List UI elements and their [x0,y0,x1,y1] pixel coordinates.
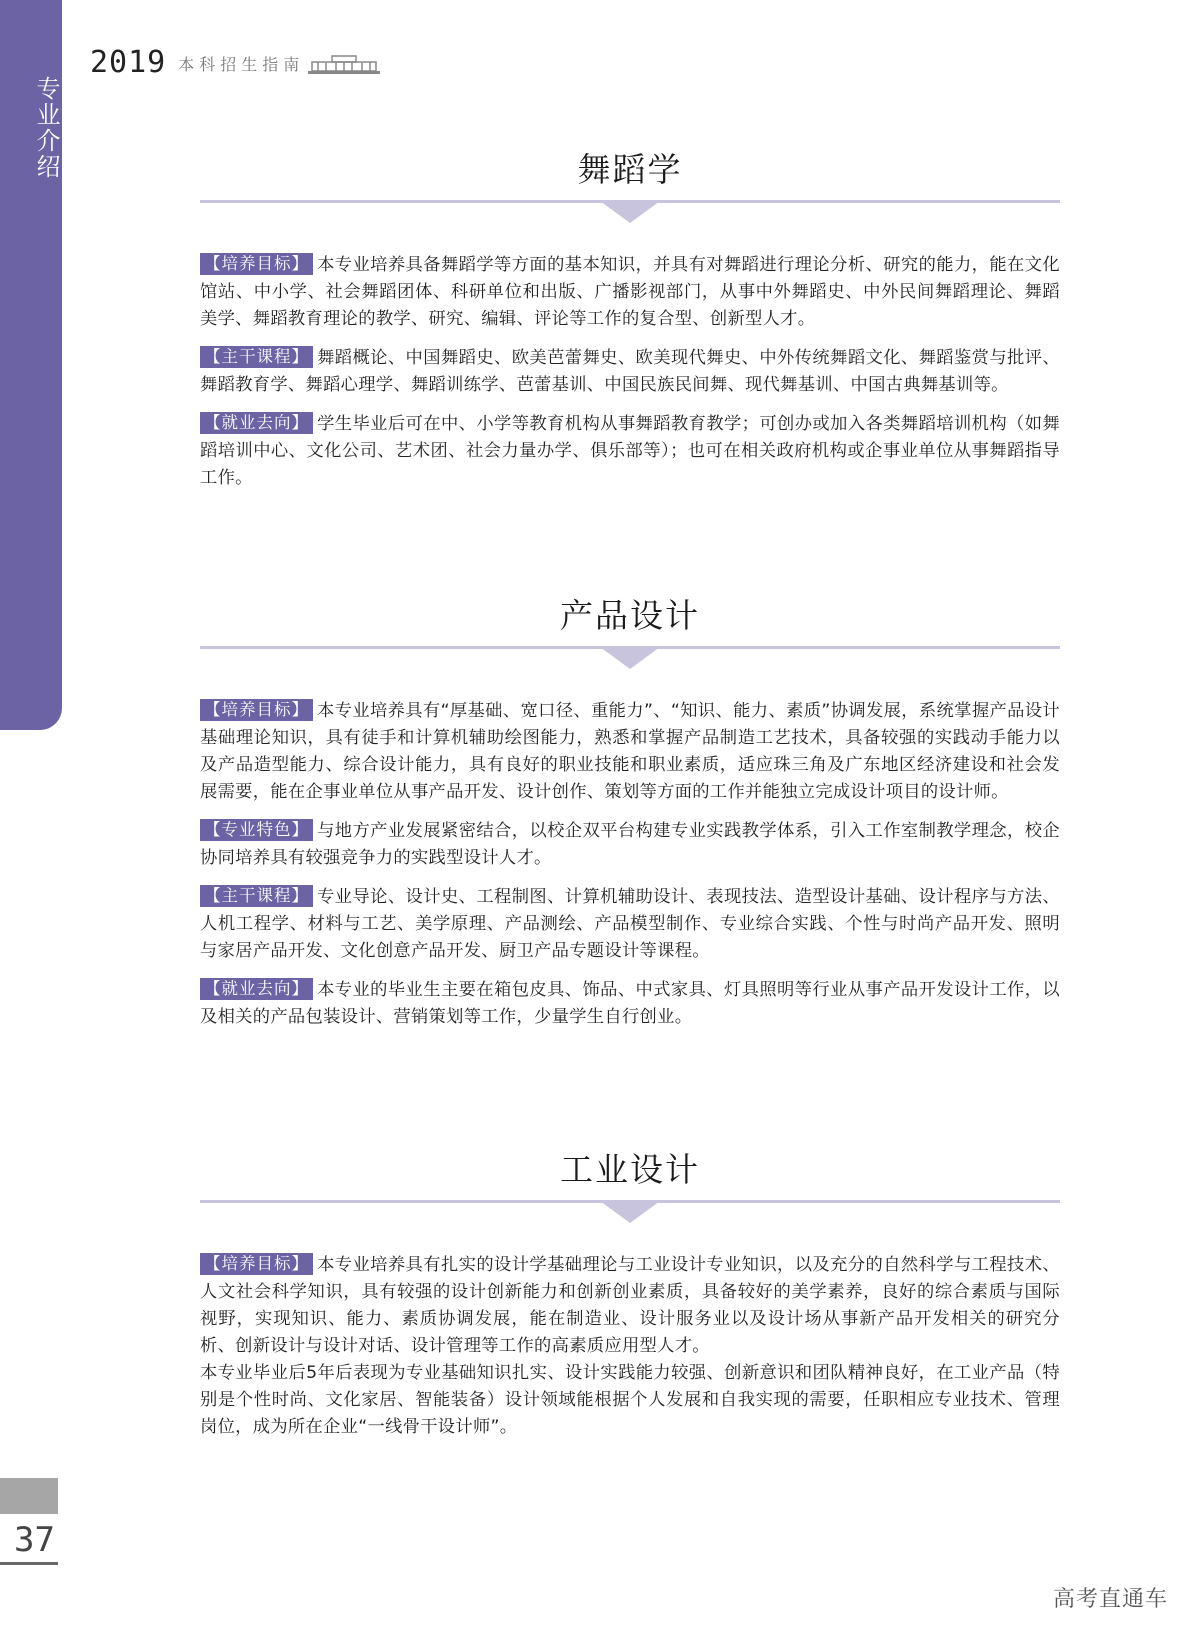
section-paragraph: 【专业特色】 与地方产业发展紧密结合，以校企双平台构建专业实践教学体系，引入工作室制教学理念，校企协同培养具有较强竞争力的实践型设计人才。 [200,820,1060,868]
section-tag: 【就业去向】 [200,412,313,434]
section-paragraph: 【主干课程】 专业导论、设计史、工程制图、计算机辅助设计、表现技法、造型设计基础、设计程序与方法、人机工程学、材料与工艺、美学原理、产品测绘、产品模型制作、专业综合实践、个性与时尚产品开发、照明与家居产品开发、文化创意产品开发、厨卫产品专题设计等课程。 [200,886,1060,961]
section-divider [200,200,1060,234]
building-icon [308,52,380,74]
section-tag: 【主干课程】 [200,346,313,368]
section-tag: 【培养目标】 [200,1253,313,1275]
section-title: 舞蹈学 [577,150,683,189]
header-subtitle: 本科招生指南 [178,55,305,74]
section-paragraph: 【培养目标】 本专业培养具有扎实的设计学基础理论与工业设计专业知识，以及充分的自然科学与工程技术、人文社会科学知识，具有较强的设计创新能力和创新创业素质，具备较好的美学素养，良好的综合素质与国际视野，实现知识、能力、素质协调发展，能在制造业、设计服务业以及设计场从事新产品开发相关的研究分析、创新设计与设计对话、设计管理等工作的高素质应用型人才。 [200,1254,1060,1356]
section-tag: 【主干课程】 [200,885,313,907]
section-paragraph: 【培养目标】 本专业培养具有“厚基础、宽口径、重能力”、“知识、能力、素质”协调发展，系统掌握产品设计基础理论知识，具有徒手和计算机辅助绘图能力，熟悉和掌握产品制造工艺技术，具备较强的实践动手能力以及产品造型能力、综合设计能力，具有良好的职业技能和职业素质，适应珠三角及广东地区经济建设和社会发展需要，能在企事业单位从事产品开发、设计创作、策划等方面的工作并能独立完成设计项目的设计师。 [200,700,1060,802]
section-paragraph: 【主干课程】 舞蹈概论、中国舞蹈史、欧美芭蕾舞史、欧美现代舞史、中外传统舞蹈文化、舞蹈鉴赏与批评、舞蹈教育学、舞蹈心理学、舞蹈训练学、芭蕾基训、中国民族民间舞、现代舞基训、中国古典舞基训等。 [200,347,1060,395]
section-tag: 【专业特色】 [200,819,313,841]
section-paragraph: 【就业去向】 学生毕业后可在中、小学等教育机构从事舞蹈教育教学；可创办或加入各类舞蹈培训机构（如舞蹈培训中心、文化公司、艺术团、社会力量办学、俱乐部等）；也可在相关政府机构或企事业单位从事舞蹈指导工作。 [200,413,1060,488]
side-tab [0,0,62,730]
section-paragraph: 【就业去向】 本专业的毕业生主要在箱包皮具、饰品、中式家具、灯具照明等行业从事产品开发设计工作，以及相关的产品包装设计、营销策划等工作，少量学生自行创业。 [200,979,1060,1027]
section-divider [200,1200,1060,1234]
section-title: 工业设计 [560,1150,700,1189]
page-number-underline [0,1562,58,1565]
section-title: 产品设计 [560,596,700,635]
section-tag: 【培养目标】 [200,699,313,721]
section-paragraph: 【培养目标】 本专业培养具备舞蹈学等方面的基本知识，并具有对舞蹈进行理论分析、研究的能力，能在文化馆站、中小学、社会舞蹈团体、科研单位和出版、广播影视部门，从事中外舞蹈史、中外民间舞蹈理论、舞蹈美学、舞蹈教育理论的教学、研究、编辑、评论等工作的复合型、创新型人才。 [200,254,1060,329]
section-tag: 【培养目标】 [200,253,313,275]
section-divider [200,646,1060,680]
section-paragraph: 本专业毕业后5年后表现为专业基础知识扎实、设计实践能力较强、创新意识和团队精神良好，在工业产品（特别是个性时尚、文化家居、智能装备）设计领域能根据个人发展和自我实现的需要，任职相应专业技术、管理岗位，成为所在企业“一线骨干设计师”。 [200,1363,1060,1437]
page-number: 37 [14,1520,55,1560]
watermark: 高考直通车 [1052,1587,1168,1612]
page-number-bar [0,1478,58,1514]
page-header [90,40,380,80]
side-tab-label: 专业介绍 [32,76,60,180]
section-dance [200,148,1060,492]
section-tag: 【就业去向】 [200,978,313,1000]
header-year: 2019 [90,45,167,80]
section-product-design [200,594,1060,1031]
section-industrial-design [200,1148,1060,1441]
